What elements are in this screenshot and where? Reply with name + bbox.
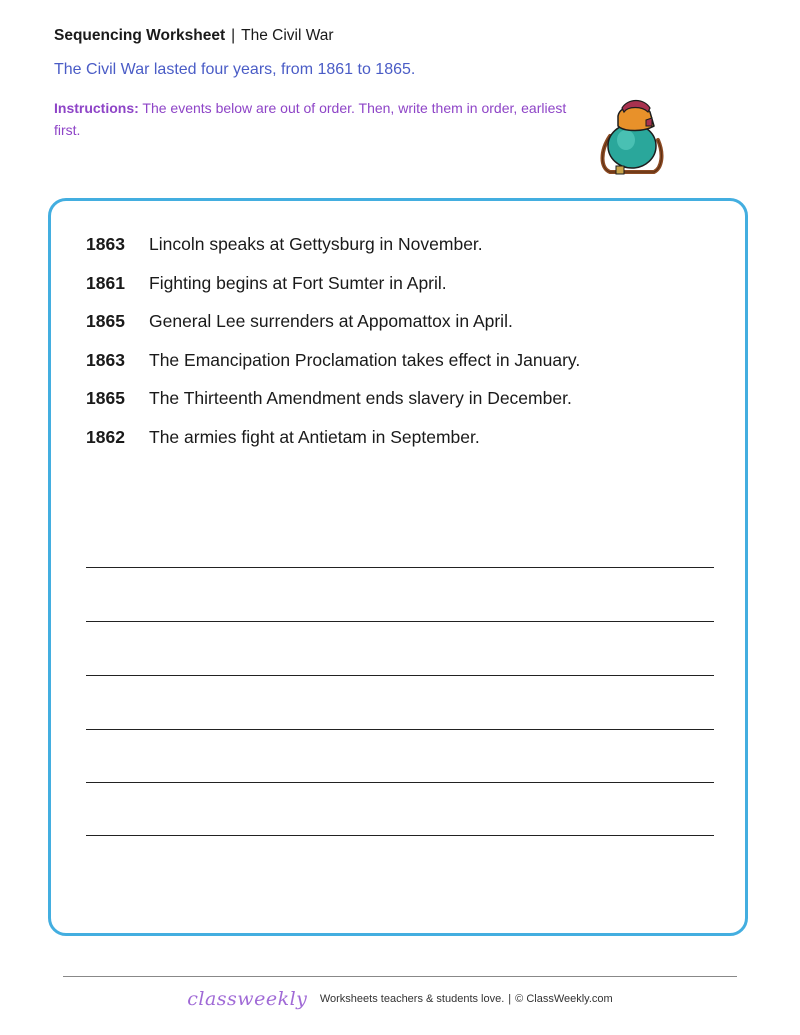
event-text: The Thirteenth Amendment ends slavery in December. (149, 388, 572, 408)
event-item (86, 425, 580, 464)
event-item (86, 232, 580, 271)
answer-line[interactable] (86, 675, 714, 676)
event-item (86, 309, 580, 348)
event-year: 1865 (86, 388, 125, 408)
subtitle: The Civil War lasted four years, from 1861 to 1865. (54, 61, 416, 78)
event-year: 1863 (86, 349, 125, 370)
event-list (86, 232, 580, 463)
instructions (54, 97, 584, 141)
answer-line[interactable] (86, 782, 714, 783)
event-item (86, 348, 580, 387)
event-year: 1862 (86, 426, 125, 447)
answer-line[interactable] (86, 567, 714, 568)
event-text: General Lee surrenders at Appomattox in April. (149, 311, 513, 331)
canteen-icon (596, 96, 668, 178)
event-year: 1861 (86, 272, 125, 293)
footer-tagline: Worksheets teachers & students love. (319, 993, 505, 1005)
answer-line[interactable] (86, 729, 714, 730)
event-text: Fighting begins at Fort Sumter in April. (149, 272, 447, 293)
footer-separator: | (508, 993, 512, 1005)
footer (0, 988, 800, 1010)
event-text: The armies fight at Antietam in September. (149, 426, 480, 447)
answer-line[interactable] (86, 835, 714, 836)
event-year: 1865 (86, 311, 125, 331)
event-text: Lincoln speaks at Gettysburg in November. (149, 234, 483, 254)
event-item (86, 386, 580, 425)
worksheet-topic: The Civil War (241, 27, 334, 44)
worksheet-type: Sequencing Worksheet (54, 27, 226, 44)
page-header (54, 26, 334, 46)
event-item (86, 271, 580, 310)
header-separator: | (231, 27, 236, 44)
instructions-label: Instructions: (54, 100, 139, 116)
event-text: The Emancipation Proclamation takes effect in January. (149, 349, 581, 370)
instructions-text: The events below are out of order. Then, write them in order, earliest first. (54, 100, 567, 138)
event-year: 1863 (86, 234, 125, 254)
footer-copyright: © ClassWeekly.com (515, 993, 613, 1005)
brand-logo[interactable]: classweekly (187, 988, 308, 1010)
footer-divider (63, 976, 737, 977)
answer-line[interactable] (86, 621, 714, 622)
